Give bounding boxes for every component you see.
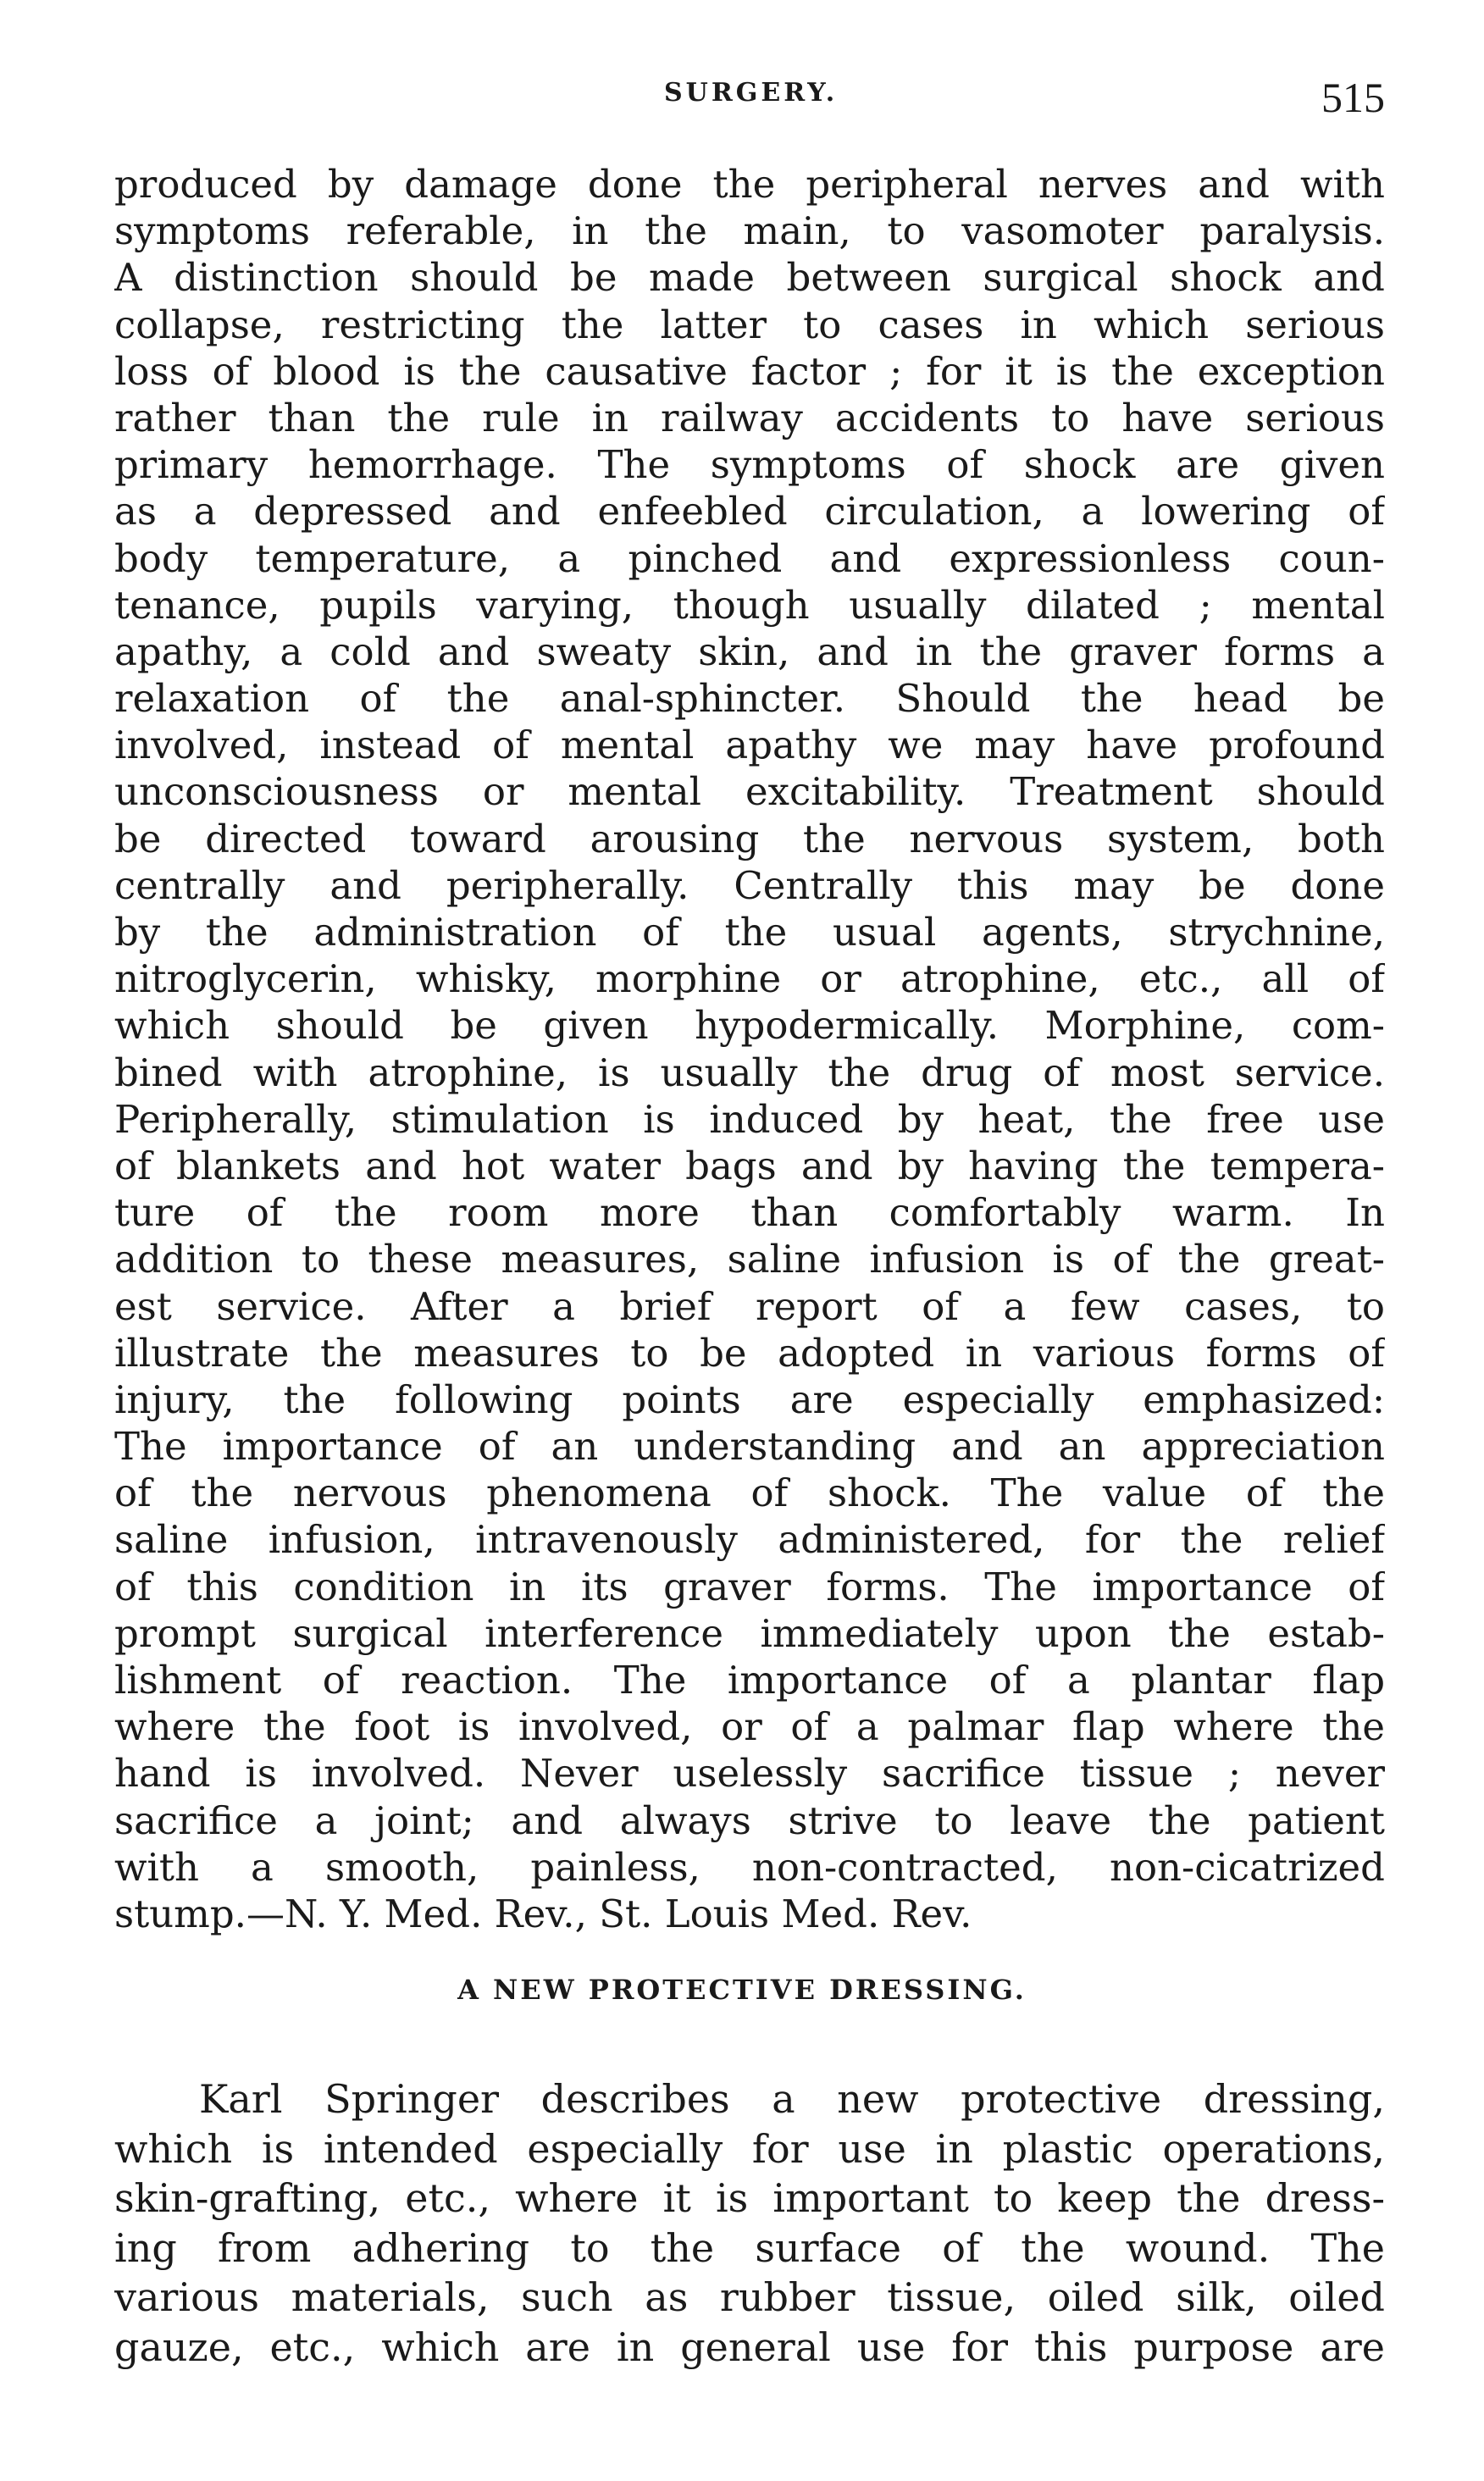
text-line: unconsciousness or mental excitability. Treatment should [114, 769, 1385, 815]
text-line: est service. After a brief report of a few cases, to [114, 1283, 1385, 1329]
text-line: produced by damage done the peripheral nerves and with [114, 162, 1385, 207]
text-line: involved, instead of mental apathy we may have profound [114, 723, 1385, 768]
text-line: lishment of reaction. The importance of a plantar flap [114, 1658, 1385, 1703]
text-line: gauze, etc., which are in general use for this purpose are [114, 2323, 1385, 2370]
text-line: skin-grafting, etc., where it is important to keep the dress- [114, 2175, 1385, 2221]
text-line: primary hemorrhage. The symptoms of shock are given [114, 442, 1385, 488]
page-number: 515 [1321, 74, 1385, 121]
text-line: loss of blood is the causative factor ; for it is the exception [114, 348, 1385, 394]
text-line: of this condition in its graver forms. The importance of [114, 1564, 1385, 1609]
text-line: with a smooth, painless, non-contracted, non-cicatrized [114, 1844, 1385, 1890]
text-line: bined with atrophine, is usually the drug of most service. [114, 1049, 1385, 1095]
text-line: prompt surgical interference immediately upon the estab- [114, 1610, 1385, 1656]
text-line: rather than the rule in railway accidents to have serious [114, 395, 1385, 440]
running-header [0, 74, 1484, 129]
text-line: nitroglycerin, whisky, morphine or atrophine, etc., all of [114, 956, 1385, 1002]
text-line: addition to these measures, saline infusion is of the great- [114, 1237, 1385, 1282]
text-line: Peripherally, stimulation is induced by heat, the free use [114, 1096, 1385, 1142]
section-heading: A NEW PROTECTIVE DRESSING. [457, 1974, 1027, 2006]
text-line: The importance of an understanding and an appreciation [114, 1424, 1385, 1470]
text-line: relaxation of the anal-sphincter. Should the head be [114, 676, 1385, 722]
text-line: saline infusion, intravenously administered, for the relief [114, 1517, 1385, 1563]
article-paragraph [114, 2074, 1385, 2372]
citation-line: stump.—N. Y. Med. Rev., St. Louis Med. Rev. [114, 1891, 972, 1936]
text-line: centrally and peripherally. Centrally this may be done [114, 862, 1385, 908]
text-line: A distinction should be made between surgical shock and [114, 255, 1385, 301]
text-line: tenance, pupils varying, though usually dilated ; mental [114, 582, 1385, 628]
text-line: ing from adhering to the surface of the wound. The [114, 2224, 1385, 2271]
text-line: which should be given hypodermically. Morphine, com- [114, 1003, 1385, 1049]
text-line: by the administration of the usual agents, strychnine, [114, 910, 1385, 955]
text-line: illustrate the measures to be adopted in various forms of [114, 1330, 1385, 1376]
text-line: hand is involved. Never uselessly sacrifice tissue ; never [114, 1751, 1385, 1797]
text-line: be directed toward arousing the nervous system, both [114, 816, 1385, 861]
text-line: body temperature, a pinched and expressionless coun- [114, 535, 1385, 581]
article-continuation-paragraph [114, 161, 1385, 1937]
text-line: various materials, such as rubber tissue, oiled silk, oiled [114, 2274, 1385, 2320]
running-title: SURGERY. [664, 78, 839, 108]
text-line: symptoms referable, in the main, to vasomoter paralysis. [114, 208, 1385, 254]
text-line: collapse, restricting the latter to cases in which serious [114, 302, 1385, 347]
text-line: which is intended especially for use in plastic operations, [114, 2125, 1385, 2172]
text-line: ture of the room more than comfortably warm. In [114, 1190, 1385, 1236]
text-line: as a depressed and enfeebled circulation, a lowering of [114, 489, 1385, 534]
text-line: where the foot is involved, or of a palmar flap where the [114, 1704, 1385, 1750]
text-line: injury, the following points are especially emphasized: [114, 1376, 1385, 1422]
text-line: of the nervous phenomena of shock. The value of the [114, 1470, 1385, 1516]
text-line: Karl Springer describes a new protective dressing, [199, 2076, 1385, 2122]
text-line: sacrifice a joint; and always strive to leave the patient [114, 1797, 1385, 1843]
text-line: of blankets and hot water bags and by having the tempera- [114, 1143, 1385, 1188]
text-line: apathy, a cold and sweaty skin, and in the graver forms a [114, 629, 1385, 674]
